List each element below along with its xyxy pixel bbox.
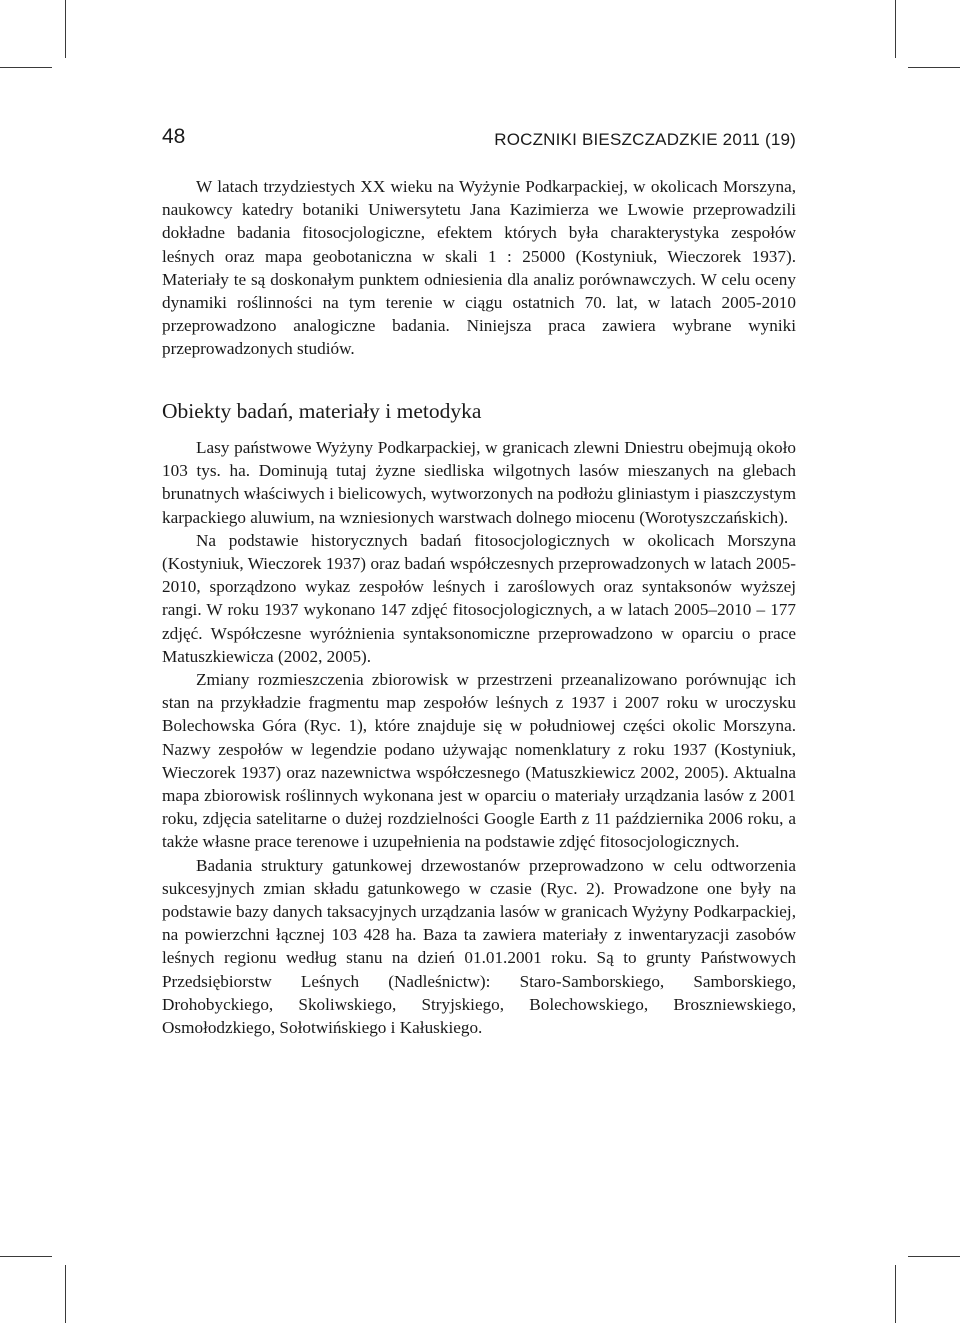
intro-section [162, 175, 796, 361]
crop-mark-bottom-right-horizontal [908, 1256, 960, 1257]
intro-paragraph: W latach trzydziestych XX wieku na Wyżynie Podkarpackiej, w okolicach Morszyna, naukowcy katedry botaniki Uniwersytetu Jana Kazimierza we Lwowie przeprowadzili dokładne badania fitosocjologiczne, efektem których była charakterystyka zespołów leśnych oraz mapa geobotaniczna w skali 1 : 25000 (Kostyniuk, Wieczorek 1937). Materiały te są doskonałym punktem odniesienia dla analiz porównawczych. W celu oceny dynamiki roślinności na tym terenie w ciągu ostatnich 70. lat, w latach 2005-2010 przeprowadzono analogiczne badania. Niniejsza praca zawiera wybrane wyniki przeprowadzonych studiów. [162, 177, 796, 359]
body-paragraph: Na podstawie historycznych badań fitosocjologicznych w okolicach Morszyna (Kostyniuk, Wieczorek 1937) oraz badań współczesnych przeprowadzonych w latach 2005-2010, sporządzono wykaz zespołów leśnych i zaroślowych oraz syntaksonów wyższej rangi. W roku 1937 wykonano 147 zdjęć fitosocjologicznych, a w latach 2005–2010 – 177 zdjęć. Współczesne wyróżnienia syntaksonomiczne przeprowadzono w oparciu o prace Matuszkiewicza (2002, 2005). [162, 530, 796, 666]
crop-mark-top-left-horizontal [0, 67, 52, 68]
body-paragraph: Lasy państwowe Wyżyny Podkarpackiej, w granicach zlewni Dniestru obejmują około 103 tys. ha. Dominują tutaj żyzne siedliska wilgotnych lasów mieszanych na glebach brunatnych właściwych i bielicowych, wytworzonych na podłożu gliniastym i piaszczystym karpackiego aluwium, na wzniesionych warstwach dolnego miocenu (Worotyszczańskich). [162, 438, 796, 527]
journal-title: ROCZNIKI BIESZCZADZKIE 2011 (19) [494, 130, 796, 149]
section-body [162, 436, 796, 1039]
crop-mark-top-left [65, 0, 66, 58]
body-paragraph: Badania struktury gatunkowej drzewostanów przeprowadzono w celu odtworzenia sukcesyjnych zmian składu gatunkowego w czasie (Ryc. 2). Prowadzone one były na podstawie bazy danych taksacyjnych urządzania lasów w granicach Wyżyny Podkarpackiej, na powierzchni łącznej 103 428 ha. Baza ta zawiera materiały z inwentaryzacji zasobów leśnych regionu według stanu na dzień 01.01.2001 roku. Są to grunty Państwowych Przedsiębiorstw Leśnych (Nadleśnictw): Staro-Samborskiego, Samborskiego, Drohobyckiego, Skoliwskiego, Stryjskiego, Bolechowskiego, Broszniewskiego, Osmołodzkiego, Sołotwińskiego i Kałuskiego. [162, 855, 796, 1038]
crop-mark-bottom-left-horizontal [0, 1256, 52, 1257]
crop-mark-bottom-right [895, 1265, 896, 1323]
running-head [162, 124, 796, 154]
crop-mark-top-right [895, 0, 896, 58]
page-number: 48 [162, 125, 186, 148]
body-paragraph: Zmiany rozmieszczenia zbiorowisk w przestrzeni przeanalizowano porównując ich stan na przykładzie fragmentu map zespołów leśnych z 1937 i 2007 roku w uroczysku Bolechowska Góra (Ryc. 1), które znajduje się w południowej części okolic Morszyna. Nazwy zespołów w legendzie podano używając nomenklatury z roku 1937 (Kostyniuk, Wieczorek 1937) oraz nazewnictwa współczesnego (Matuszkiewicz 2002, 2005). Aktualna mapa zbiorowisk roślinnych wykonana jest w oparciu o materiały urządzania lasów z 2001 roku, zdjęcia satelitarne o dużej rozdzielności Google Earth z 11 października 2006 roku, a także własne prace terenowe i uzupełnienia na podstawie zdjęć fitosocjologicznych. [162, 670, 796, 852]
crop-mark-bottom-left [65, 1265, 66, 1323]
crop-mark-top-right-horizontal [908, 67, 960, 68]
section-heading: Obiekty badań, materiały i metodyka [162, 399, 482, 423]
